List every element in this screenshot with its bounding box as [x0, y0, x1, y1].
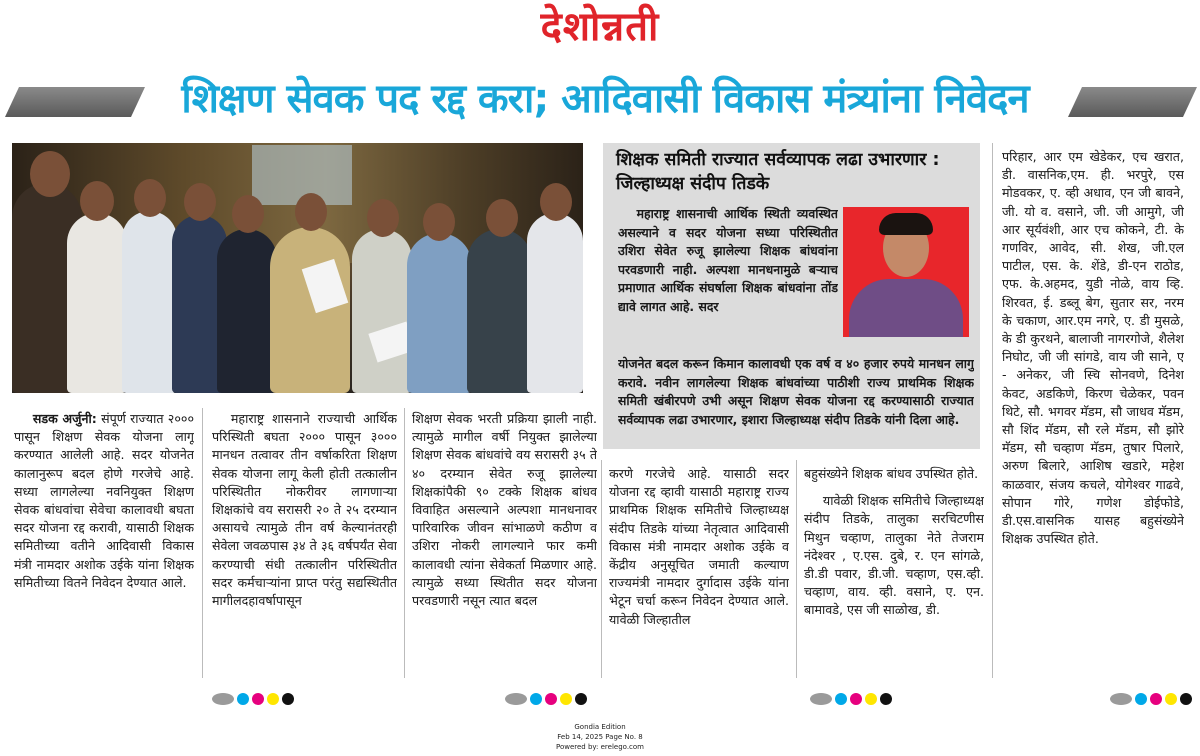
footer-powered-by: Powered by: erelego.com: [555, 743, 644, 751]
column-rule: [992, 143, 993, 678]
footer-date-page: Feb 14, 2025 Page No. 8: [557, 733, 643, 741]
column-rule: [202, 408, 203, 678]
article-column-5: [804, 465, 984, 673]
registration-marks: [810, 693, 892, 705]
column-rule: [404, 408, 405, 678]
article-column-1: [14, 410, 194, 672]
column-rule: [601, 460, 602, 678]
headline-right-stripe: [1068, 87, 1197, 117]
headline-left-stripe: [5, 87, 145, 117]
column-5-para-1: बहुसंख्येने शिक्षक बांधव उपस्थित होते.: [804, 466, 979, 481]
article-headline: शिक्षण सेवक पद रद्द करा; आदिवासी विकास मंत्र्यांना निवेदन: [181, 76, 1029, 122]
registration-marks: [1110, 693, 1192, 705]
registration-marks: [212, 693, 294, 705]
newspaper-masthead: देशोन्नती: [540, 3, 660, 50]
column-rule: [796, 460, 797, 678]
column-5-para-2: यावेळी शिक्षक समितीचे जिल्हाध्यक्ष संदीप तिडके, तालुका सरचिटणीस मिथुन चव्हाण, तालुका नेते तेजराम नंदेश्वर , ए.एस. दुबे, र. एन सांगळे, डी.डी पवार, डी.जी. चव्हाण, एस.व्ही. चव्हाण, वाय. व्ही. वसाने, ए. एन. बामावडे, एस जी साळोख, डी.: [804, 493, 984, 618]
article-column-2: महाराष्ट्र शासनाने राज्याची आर्थिक परिस्थिती बघता २००० पासून ३००० मानधन तत्वावर तीन वर्षाकरिता शिक्षण सेवक योजना लागू केली होती तत्कालीन परिस्थितीत नोकरीवर लागणाऱ्या शिक्षकांचे वय सरासरी २० ते २५ दरम्यान असायचे त्यामुळे तीन वर्ष केल्यानंतरही सेवेला जवळपास ३४ ते ३६ वर्षपर्यंत सेवा करण्याची संधी तत्कालीन परिस्थितीत सदर कर्मचाऱ्यांना प्राप्त परंतु सद्यस्थितीत मागीलदहावर्षापासून: [212, 411, 397, 609]
sidebar-body-top: महाराष्ट्र शासनाची आर्थिक स्थिती व्यवस्थित असल्याने व सदर योजना सध्या परिस्थितीत उशिरा सेवेत रुजू झालेल्या शिक्षक बांधवांना परवडणारी नाही. अल्पशा मानधनामुळे बऱ्याच प्रमाणात आर्थिक संघर्षाला शिक्षक बांधवांना तोंड द्यावे लागत आहे. सदर: [618, 206, 838, 314]
column-1-text: संपूर्ण राज्यात २००० पासून शिक्षण सेवक योजना लागू करण्यात आलेली आहे. सदर योजनेत कालानुरूप बदल होणे गरजेचे आहे. सध्या लागलेल्या नवनियुक्त शिक्षण सेवक बांधवांचा सेवेचा कालावधी बघता सदर योजना रद्द करावी, यासाठी शिक्षक समितीच्या वतीने आदिवासी विकास मंत्री नामदार अशोक उईके यांना शिक्षक समितीच्या वितने निवेदन देण्यात आले.: [14, 411, 194, 590]
portrait-photo: [843, 207, 969, 337]
sidebar-heading: शिक्षक समिती राज्यात सर्वव्यापक लढा उभारणार : जिल्हाध्यक्ष संदीप तिडके: [616, 150, 940, 194]
article-photo: [12, 143, 583, 393]
dateline: सडक अर्जुनी:: [32, 411, 97, 426]
registration-marks: [505, 693, 587, 705]
sidebar-body-bottom: योजनेत बदल करून किमान कालावधी एक वर्ष व ४० हजार रुपये मानधन लागु करावे. नवीन लागलेल्या शिक्षक बांधवांच्या पाठीशी राज्य प्राथमिक शिक्षक समिती खंबीरपणे उभी असून शिक्षण सेवक योजना रद्द करण्यासाठी राज्यात सर्वव्यापक लढा उभारणार, इशारा जिल्हाध्यक्ष संदीप तिडके यांनी दिला आहे.: [618, 356, 974, 427]
article-column-4: करणे गरजेचे आहे. यासाठी सदर योजना रद्द व्हावी यासाठी महाराष्ट्र राज्य प्राथमिक शिक्षक समितीचे जिल्हाध्यक्ष संदीप तिडके यांच्या नेतृत्वात आदिवासी विकास मंत्री नामदार अशोक उईके व केंद्रीय अनुसूचित जमाती कल्याण राज्यमंत्री नामदार दुर्गादास उईके यांना भेटून चर्चा करून निवेदन देण्यात आले. यावेळी जिल्हातील: [609, 466, 789, 627]
footer-edition: Gondia Edition: [574, 723, 626, 731]
article-column-3: शिक्षण सेवक भरती प्रक्रिया झाली नाही. त्यामुळे मागील वर्षी नियुक्त झालेल्या शिक्षण सेवक बांधवांचे वय सरासरी ३५ ते ४० दरम्यान सेवेत रुजू झालेल्या शिक्षकांपैकी ९० टक्के शिक्षक बांधव विवाहित असल्याने अल्पशा मानधनावर पारिवारिक जीवन सांभाळणे कठीण व उशिरा नोकरी लागल्याने फार कमी कालावधी त्यांना सेवेकर्ता मिळणार आहे. त्यामुळे सध्या स्थितीत सदर योजना परवडणारी नसून त्यात बदल: [412, 411, 597, 609]
article-column-6: परिहार, आर एम खेडेकर, एच खरात, डी. वासनिक,एम. ही. भरपुरे, एस मोडवकर, ए. व्ही अधाव, एन जी बावने, जी. यो व. वसाने, जी. जी आमुगे, जी आर सूर्यवंशी, आर एच कोकने, टी. के गणविर, आवेद, सी. शेख, जी.एल पाटील, एस. के. शेंडे, डी-एन राठोड, एफ. के.अहमद, युडी नोळे, वाय व्हि. शिरवत, ई. डब्लू बेग, सुतार सर, नरम के चकाण, आर.एम नगरे, ए. डी मुसळे, के डी कुरथने, बालाजी नागरगोजे, शैलेश निघोट, जी जी सांगडे, वाय जी साने, ए - अनेकर, जी स्चि सोनवणे, दिनेश केवट, अडकिणे, किरण चेळेकर, पवन थिटे, सौ. भगवर मॅडम, सौ जाधव मॅडम, सौ शिंद मॅडम, सौ रले मॅडम, सौ झोरे मॅडम, सौ चव्हाण मॅडम, तुषार पिलारे, अरुण बिलारे, आशिष खडारे, महेश काळवार, संजय कचले, योगेश्वर गाढवे, सोपान गोरे, गणेश डोईफोडे, डी.एस.वासनिक यासह बहुसंख्येने शिक्षक उपस्थित होते.: [1002, 149, 1184, 547]
